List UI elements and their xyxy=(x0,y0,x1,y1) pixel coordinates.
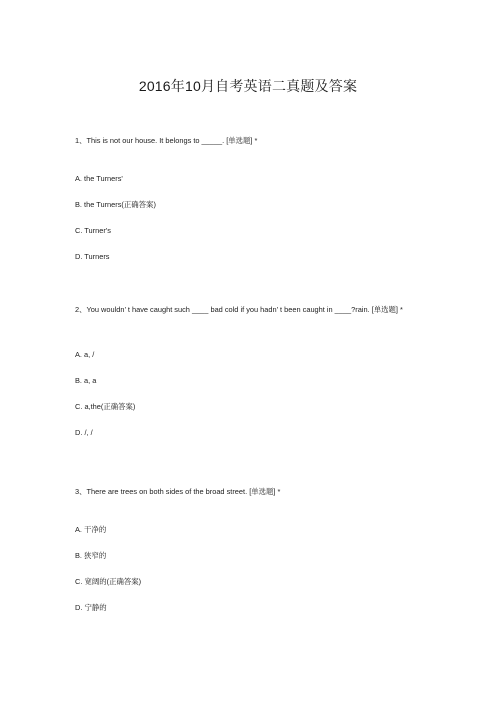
question-1-option-a: A. the Turners' xyxy=(75,174,123,183)
question-1-option-d: D. Turners xyxy=(75,252,110,261)
question-3-option-d: D. 宁静的 xyxy=(75,603,107,612)
question-2-stem: 2、You wouldn’ t have caught such ____ bad cold if you hadn’ t been caught in ____?rain. [单选题] * xyxy=(75,305,403,314)
question-2-option-a: A. a, / xyxy=(75,350,95,359)
question-3-stem: 3、There are trees on both sides of the broad street. [单选题] * xyxy=(75,487,281,496)
question-3-option-a: A. 干净的 xyxy=(75,525,107,534)
question-3-option-c: C. 宽阔的(正确答案) xyxy=(75,577,142,586)
question-2-option-d: D. /, / xyxy=(75,428,93,437)
question-2-option-b: B. a, a xyxy=(75,376,97,385)
question-3-option-b: B. 狭窄的 xyxy=(75,551,107,560)
question-1-option-c: C. Turner's xyxy=(75,226,111,235)
question-1-stem: 1、This is not our house. It belongs to _____. [单选题] * xyxy=(75,136,258,145)
question-2-option-c: C. a,the(正确答案) xyxy=(75,402,136,411)
document-title: 2016年10月自考英语二真题及答案 xyxy=(138,78,358,94)
question-1-option-b: B. the Turners(正确答案) xyxy=(75,200,156,209)
